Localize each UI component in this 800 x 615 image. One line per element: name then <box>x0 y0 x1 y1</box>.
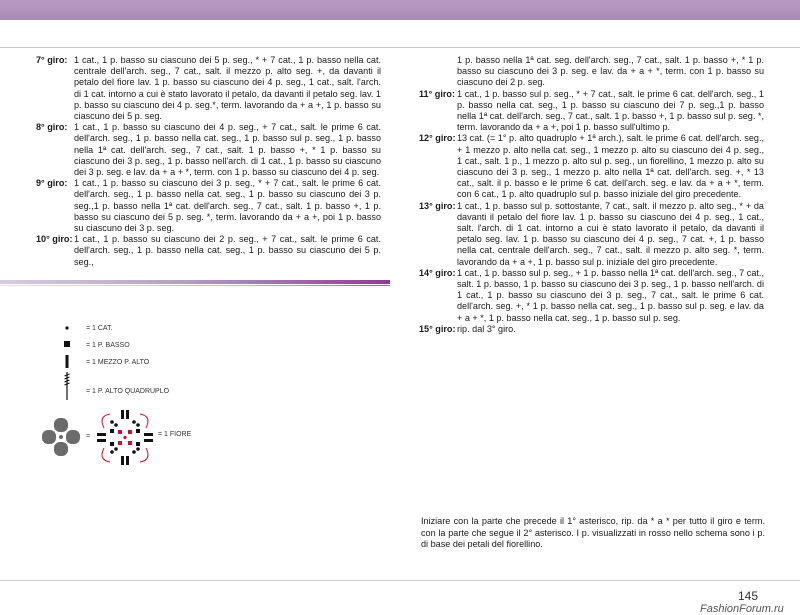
round-8 <box>36 122 381 178</box>
decorative-stripe-thin <box>0 285 390 286</box>
footer-rule <box>0 580 800 581</box>
chain-dot-icon <box>65 326 68 329</box>
round-text: 13 cat. (= 1° p. alto quadruplo + 1ª arch.), salt. le prime 6 cat. dell'arch. seg., + 1 mezzo p. alto nella cat. seg., 1 mezzo p. alto su ciascuno dei 4 p. seg., 1 cat., salt. 1 p., 1 mezzo p. alto sul p. seg., un fiorellino, 1 mezzo p. alto su ciascuno dei 3 p. seg., 1 mezzo p. alto nella 1ª cat. dell'arch. seg. +, * 13 cat., salt. il p. basso e le prime 6 cat. dell'arch. seg. e lav. da + a + *, term. con 6 cat., 1 p. alto quadruplo sul p. basso iniziale del giro precedente. <box>457 133 764 200</box>
decorative-stripe <box>0 280 390 284</box>
round-label: 9° giro: <box>36 178 68 189</box>
half-double-bar-icon <box>66 355 69 368</box>
header-rule <box>0 47 800 48</box>
round-text: rip. dal 3° giro. <box>457 323 516 334</box>
round-11 <box>419 89 764 134</box>
round-label: 11° giro: <box>419 88 455 99</box>
legend-chain-label: = 1 CAT. <box>86 325 113 332</box>
single-crochet-square-icon <box>64 341 70 347</box>
flower-equals: = <box>86 433 91 440</box>
round-text: 1 cat., 1 p. basso sul p. sottostante, 7 cat., salt. il mezzo p. alto seg., * + da davanti il petalo del fiore lav. 1 p. basso su ciascuno dei 4 p. seg., 1 cat., salt. l'arch. di 1 cat. intorno a cui è stato lavorato il petalo, da davanti il petalo seg. lav. 1 p. basso su ciascuno dei 4 p. seg., 7 cat. +, 1 p. basso nella cat. centrale dell'arch. seg., 7 cat., salt. il mezzo p. alto seg. *, term. lavorando da + a +, 1 p. basso sul p. iniziale del giro precedente. <box>457 200 764 267</box>
legend-quad-label: = 1 P. ALTO QUADRUPLO <box>86 388 170 395</box>
legend-flower-label: = 1 FIORE <box>158 431 192 438</box>
legend-single-label: = 1 P. BASSO <box>86 342 130 349</box>
round-text: 1 cat., 1 p. basso su ciascuno dei 3 p. seg., * + 7 cat., salt. le prime 6 cat. dell'arch. seg., 1 p. basso nella cat. seg., 1 p. basso su ciascuno dei 3 p. seg.,1 p. basso nella 1ª cat. dell'arch. seg., 7 cat., salt. 1 p. basso +, 1 p. basso su ciascuno dei 5 p. seg. *, term. lavorando da + a +, poi 1 p. basso su ciascuno dei 3 p. seg. <box>74 178 381 234</box>
instructions-note: Iniziare con la parte che precede il 1° asterisco, rip. da * a * per tutto il giro e term. con la parte che segue il 2° asterisco. I p. visualizzati in rosso nello schema sono i p. di base dei petali del fiorellino. <box>421 516 765 550</box>
round-12 <box>419 133 764 200</box>
round-label: 12° giro: <box>419 133 456 144</box>
round-10 <box>36 234 381 268</box>
page-number: 145 <box>738 589 759 603</box>
legend-symbols-icon <box>60 322 76 402</box>
round-label: 8° giro: <box>36 122 68 133</box>
round-text: 1 cat., 1 p. basso su ciascuno dei 4 p. seg., + 7 cat., salt. le prime 6 cat. dell'arch. seg., 1 p. basso nella cat. seg., 1 p. basso sul p. seg., 1 p. basso nella 1ª cat. dell'arch. seg., 7 cat., salt. 1 p. basso +, * 1 p. basso su ciascuno dei 3 p. seg., 1 p. basso nell'arch. di 1 cat., 1 p. basso su ciascuno dei 3 p. seg. e lav. da + a + *, term. con 1 p. basso su ciascuno dei 4 p. seg. <box>74 122 381 178</box>
round-7 <box>36 55 381 122</box>
watermark: FashionForum.ru <box>700 603 784 615</box>
round-15 <box>419 324 764 335</box>
round-text: 1 cat., 1 p. basso sul p. seg., + 1 p. basso nella 1ª cat. dell'arch. seg., 7 cat., salt. 1 p. basso, 1 p. basso su ciascuno dei 3 p. seg., 1 p. basso nell'arch. di 1 cat., 1 p. basso su ciascuno dei 3 p. seg., 7 cat., salt. le prime 6 cat. dell'arch. seg. +, * 1 p. basso nella cat. seg., 1 p. basso sul p. seg. e lav. da + a + *, 1 p. basso nella cat. seg., 1 p. basso sul p. seg. <box>457 267 764 323</box>
round-text: 1 cat., 1 p. basso su ciascuno dei 2 p. seg., + 7 cat., salt. le prime 6 cat. dell'arch. seg., 1 p. basso nella cat. seg., 1 p. basso su ciascuno dei 5 p. seg., <box>74 234 381 267</box>
round-label: 10° giro: <box>36 234 73 245</box>
round-label: 13° giro: <box>419 200 456 211</box>
flower-icon <box>40 416 82 458</box>
round-label: 14° giro: <box>419 267 456 278</box>
round-9 <box>36 178 381 234</box>
round-10-continuation: 1 p. basso nella 1ª cat. seg. dell'arch. seg., 7 cat., salt. 1 p. basso +, * 1 p. basso su ciascuno dei 3 p. seg. e lav. da + a + *, term. con 1 p. basso su ciascuno dei 2 p. seg. <box>457 55 764 88</box>
round-text: 1 cat., 1 p. basso sul p. seg., * + 7 cat., salt. le prime 6 cat. dell'arch. seg., 1 p. basso nella cat. seg., 1 p. basso su ciascuno dei 7 p. seg.,1 p. basso nella 1ª cat. dell'arch. seg., 7 cat., salt. 1 p. basso +, 1 p. basso sul p. seg. *, term. lavorando da + a +, poi 1 p. basso sull'ultimo p. <box>457 88 764 133</box>
legend-half-double-label: = 1 MEZZO P. ALTO <box>86 359 150 366</box>
round-label: 7° giro: <box>36 55 68 65</box>
flower-diagram-icon <box>94 408 156 468</box>
header-band <box>0 0 800 20</box>
round-text: 1 cat., 1 p. basso su ciascuno dei 5 p. seg., * + 7 cat., 1 p. basso nella cat. centrale dell'arch. seg., 7 cat., salt. il mezzo p. alto seg. +, da davanti il petalo del fiore lav. 1 p. basso su ciascuno dei 4 p. seg., 1 cat., salt. l'arch. di 1 cat. intorno a cui è stato lavorato il petalo, da davanti il petalo seg. lav. 1 p. basso su ciascuno dei 4 p. seg.*, term. lavorando da + a +, 1 p. basso su ciascuno dei 5 p. seg. <box>74 55 381 122</box>
left-column <box>36 55 381 268</box>
round-13 <box>419 201 764 268</box>
round-label: 15° giro: <box>419 323 456 334</box>
round-14 <box>419 268 764 324</box>
right-column <box>419 55 764 335</box>
